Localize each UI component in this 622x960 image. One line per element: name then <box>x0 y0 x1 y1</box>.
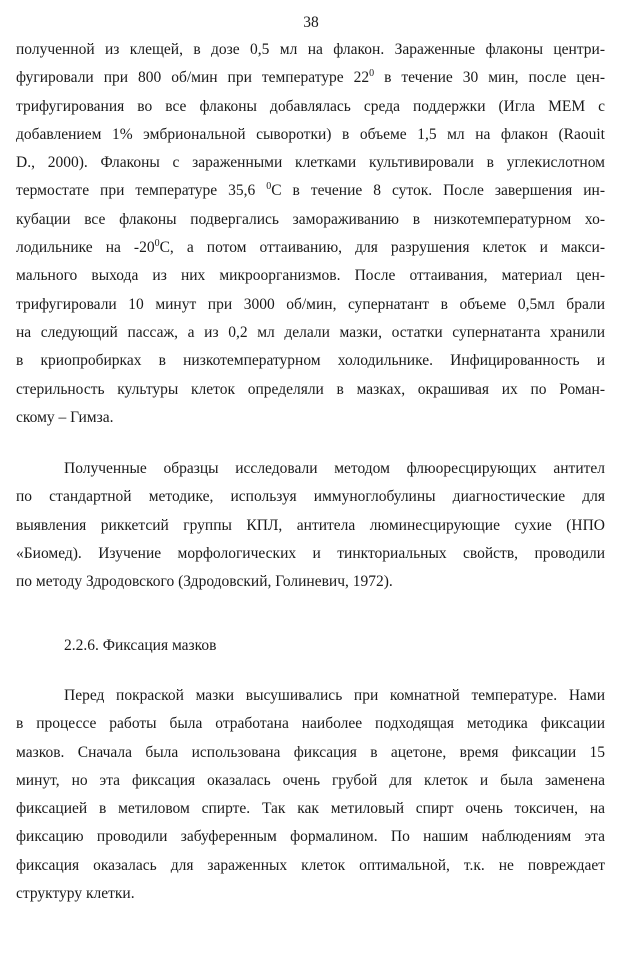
text-line: мального выхода из них микроорганизмов. После оттаивания, материал цен- <box>16 267 605 285</box>
text-line: «Биомед). Изучение морфологических и тинкториальных свойств, проводили <box>16 544 605 562</box>
text-line: выявления риккетсий группы КПЛ, антитела люминесцирующие сухие (НПО <box>16 516 605 534</box>
text-line: минут, но эта фиксация оказалась очень грубой для клеток и была заменена <box>16 771 605 789</box>
paragraph-culture-method <box>16 36 605 432</box>
text-line: фугировали при 800 об/мин при температуре $22^0$ в течение 30 мин, после цен- <box>16 68 605 87</box>
paragraph-fixation <box>16 682 605 908</box>
text-line: фиксацией в метиловом спирте. Так как метиловый спирт очень токсичен, на <box>16 800 605 818</box>
text-line: трифугирования во все флаконы добавлялась среда поддержки (Игла МЕМ с <box>16 97 605 115</box>
text-line: фиксация оказалась для зараженных клеток оптимальной, т.к. не повреждает <box>16 856 605 874</box>
section-heading: 2.2.6. Фиксация мазков <box>64 637 217 654</box>
text-line: на следующий пассаж, а из 0,2 мл делали мазки, остатки супернатанта хранили <box>16 323 605 341</box>
page-number: 38 <box>303 14 319 31</box>
text-line: добавлением 1% эмбриональной сыворотки) в объеме 1,5 мл на флакон (Raouit <box>16 125 605 143</box>
text-line: структуру клетки. <box>16 885 135 903</box>
text-line: фиксацию проводили забуференным формалином. По нашим наблюдениям эта <box>16 828 605 846</box>
text-line: мазков. Сначала была использована фиксация в ацетоне, время фиксации 15 <box>16 743 605 761</box>
text-line: по методу Здродовского (Здродовский, Голиневич, 1972). <box>16 573 393 591</box>
paragraph-fluorescent-method <box>16 455 605 596</box>
text-line: кубации все флаконы подвергались замораживанию в низкотемпературном хо- <box>16 210 605 228</box>
text-line: лодильнике на $-20^0С$, а потом оттаиванию, для разрушения клеток и макси- <box>16 237 605 257</box>
text-line: Полученные образцы исследовали методом флюоресцирующих антител <box>64 460 605 477</box>
text-line: в процессе работы была отработана наиболее подходящая методика фиксации <box>16 715 605 733</box>
text-line: D., 2000). Флаконы с зараженными клетками культивировали в углекислотном <box>16 154 605 172</box>
text-line: полученной из клещей, в дозе 0,5 мл на флакон. Зараженные флаконы центри- <box>16 41 605 58</box>
text-line: скому – Гимза. <box>16 408 114 426</box>
text-line: термостате при температуре 35,6 $^0$С в течение 8 суток. После завершения ин- <box>16 181 605 200</box>
text-line: по стандартной методике, используя иммуноглобулины диагностические для <box>16 488 605 506</box>
text-line: в криопробирках в низкотемпературном холодильнике. Инфицированность и <box>16 352 605 370</box>
text-line: Перед покраской мазки высушивались при комнатной температуре. Нами <box>64 687 605 704</box>
text-line: стерильность культуры клеток определяли в мазках, окрашивая их по Роман- <box>16 380 605 398</box>
text-line: трифугировали 10 минут при 3000 об/мин, супернатант в объеме 0,5мл брали <box>16 295 605 313</box>
